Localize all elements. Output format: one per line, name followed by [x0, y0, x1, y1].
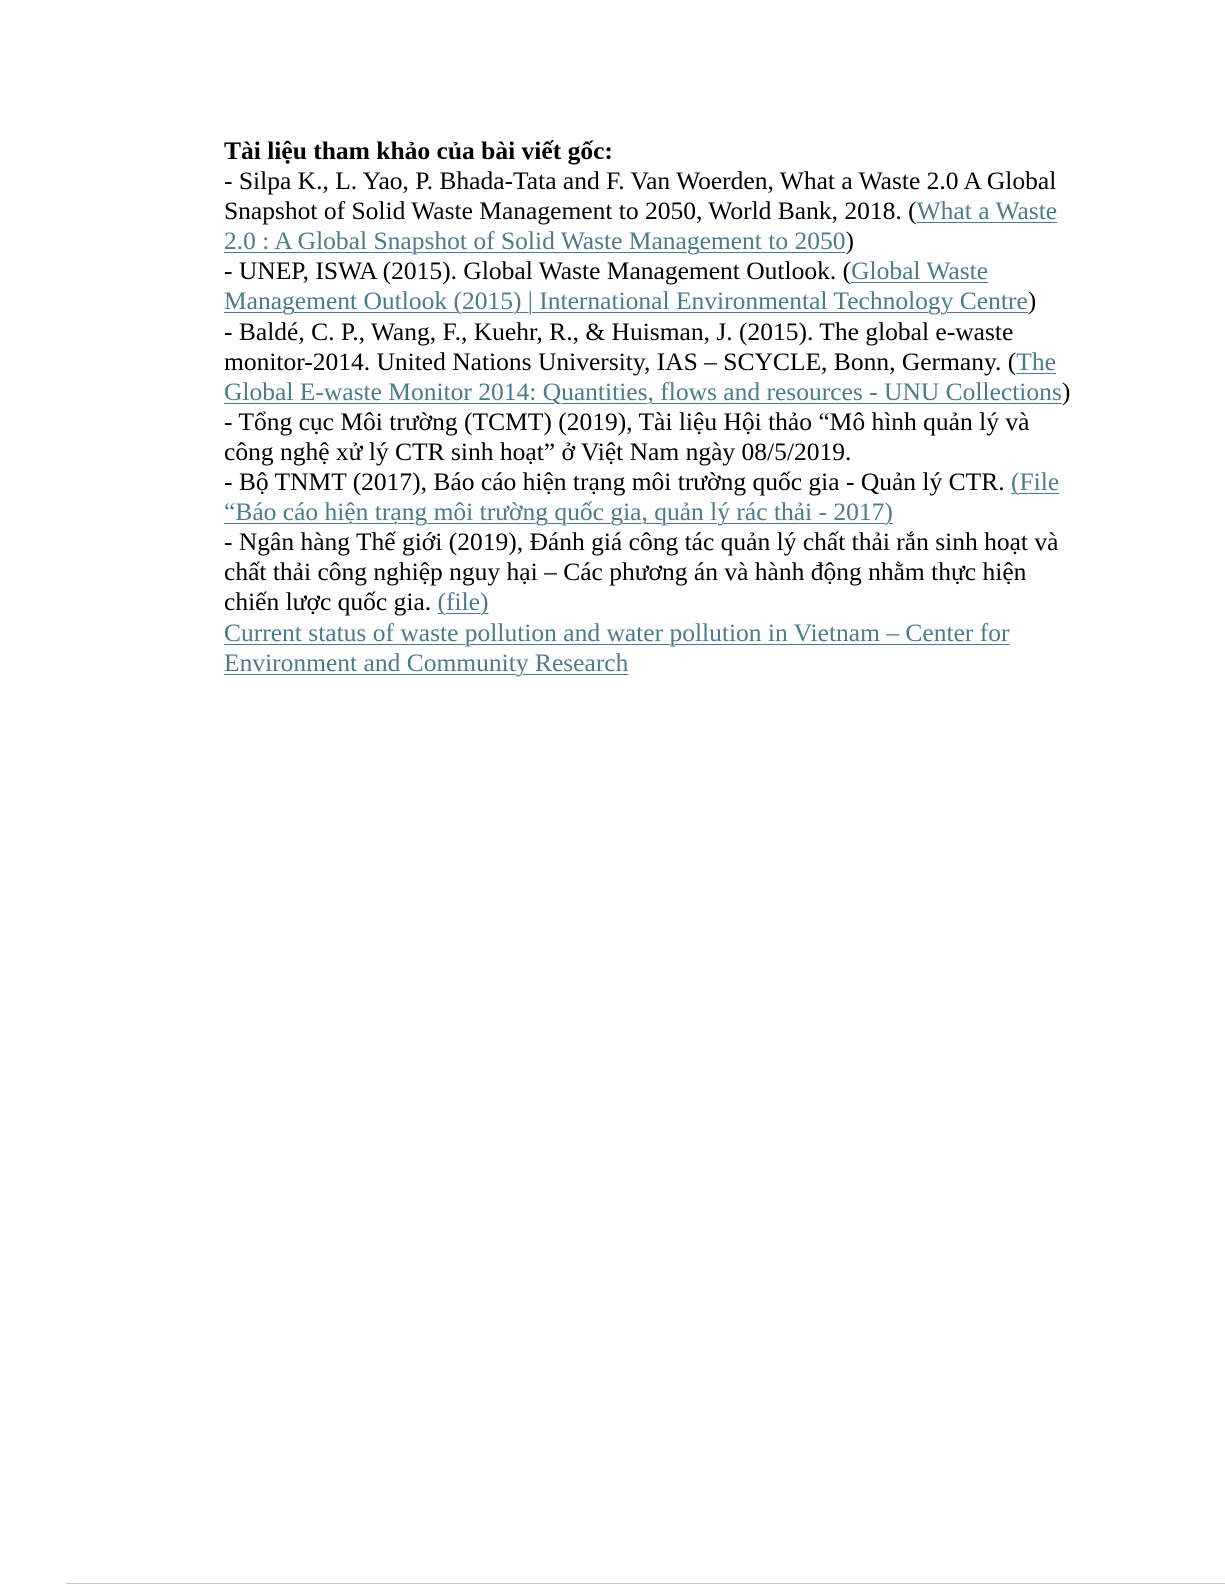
final-link-paragraph: [224, 618, 1074, 678]
reference-text: - Tổng cục Môi trường (TCMT) (2019), Tài liệu Hội thảo “Mô hình quản lý và công nghệ xử lý CTR sinh hoạt” ở Việt Nam ngày 08/5/2019.: [224, 406, 1030, 466]
reference-item-6: [224, 527, 1074, 617]
reference-link[interactable]: (file): [437, 587, 489, 617]
reference-text: - Ngân hàng Thế giới (2019), Đánh giá công tác quản lý chất thải rắn sinh hoạt và chất thải công nghiệp nguy hại – Các phương án và hành động nhằm thực hiện chiến lược quốc gia.: [224, 527, 1059, 617]
page-bottom-divider: [66, 1583, 1225, 1584]
reference-text: - UNEP, ISWA (2015). Global Waste Management Outlook. (: [224, 256, 852, 286]
reference-item-2: [224, 256, 1074, 316]
reference-text: - Baldé, C. P., Wang, F., Kuehr, R., & Huisman, J. (2015). The global e-waste monitor-2014. United Nations University, IAS – SCYCLE, Bonn, Germany. (: [224, 316, 1017, 376]
reference-link[interactable]: Global Waste Management Outlook (2015) | International Environmental Technology Centre: [224, 256, 1028, 316]
reference-item-4: [224, 407, 1074, 467]
references-section: [224, 136, 1074, 678]
reference-link[interactable]: The Global E-waste Monitor 2014: Quantities, flows and resources - UNU Collections: [224, 346, 1062, 406]
reference-link[interactable]: (File “Báo cáo hiện trạng môi trường quốc gia, quản lý rác thải - 2017): [224, 467, 1060, 527]
reference-item-1: [224, 166, 1074, 256]
reference-link[interactable]: What a Waste 2.0 : A Global Snapshot of Solid Waste Management to 2050: [224, 196, 1058, 256]
reference-close-paren: ): [1061, 376, 1071, 406]
references-heading: Tài liệu tham khảo của bài viết gốc:: [224, 136, 613, 165]
reference-text: - Silpa K., L. Yao, P. Bhada-Tata and F. Van Woerden, What a Waste 2.0 A Global Snapshot of Solid Waste Management to 2050, World Bank, 2018. (: [224, 166, 1057, 226]
reference-item-5: [224, 467, 1074, 527]
reference-close-paren: ): [1027, 286, 1037, 316]
reference-item-3: [224, 317, 1074, 407]
reference-text: - Bộ TNMT (2017), Báo cáo hiện trạng môi trường quốc gia - Quản lý CTR.: [224, 467, 1011, 497]
reference-close-paren: ): [845, 226, 854, 256]
final-reference-link[interactable]: Current status of waste pollution and water pollution in Vietnam – Center for Environment and Community Research: [224, 617, 1010, 677]
